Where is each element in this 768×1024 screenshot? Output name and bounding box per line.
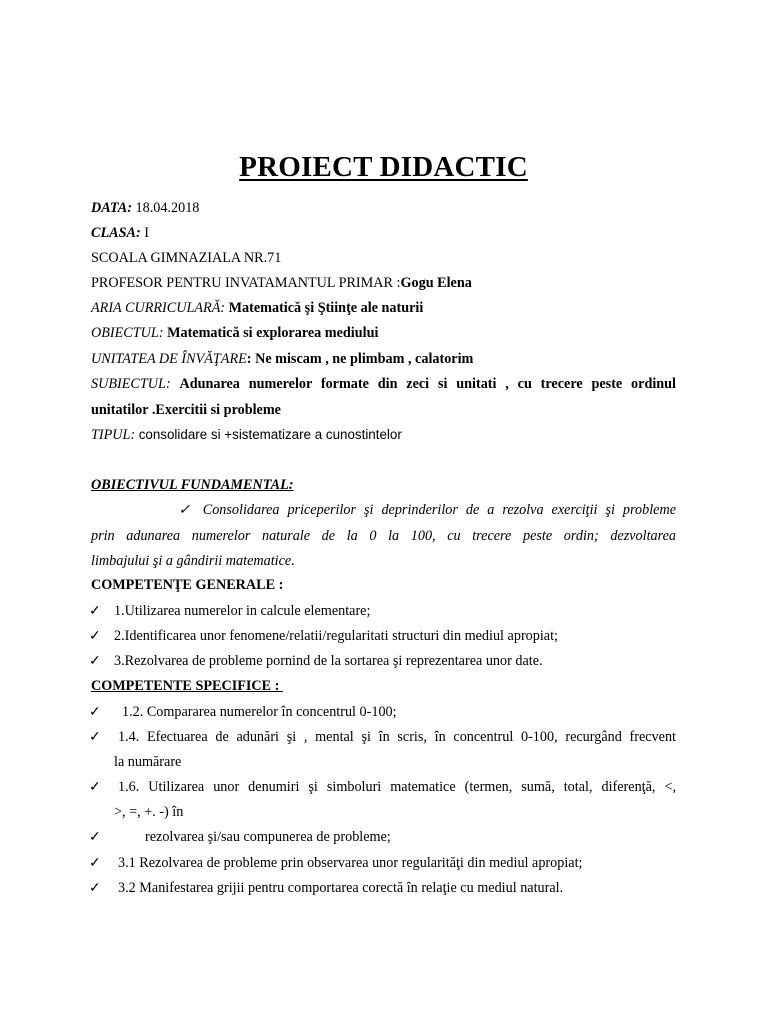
document-title: PROIECT DIDACTIC	[239, 151, 528, 183]
specifice-item	[91, 729, 676, 769]
obiectiv-line-2: prin adunarea numerelor naturale de la 0 la 100, cu trecere peste ordin; dezvoltarea	[91, 528, 676, 544]
obiectul-value: Matematică si explorarea mediului	[167, 325, 379, 341]
check-icon: ✓	[89, 881, 101, 896]
obiectul-row	[91, 325, 378, 342]
aria-row	[91, 300, 423, 317]
subiectul-text: Adunarea numerelor formate din zeci si unitati , cu trecere peste ordinul	[179, 376, 676, 392]
data-label: DATA:	[91, 200, 132, 216]
generale-item-text: 2.Identificarea unor fenomene/relatii/regularitati structuri din mediul apropiat;	[114, 628, 558, 644]
unitatea-row	[91, 351, 473, 368]
clasa-value: I	[144, 225, 149, 241]
specifice-item-text-2: >, =, +. -) în	[114, 804, 184, 820]
specifice-item	[91, 779, 676, 819]
check-icon: ✓	[89, 830, 101, 845]
check-icon: ✓	[89, 856, 101, 871]
obiectul-label: OBIECTUL:	[91, 325, 164, 341]
check-icon: ✓	[89, 780, 101, 795]
check-icon: ✓	[89, 629, 101, 644]
tipul-label: TIPUL:	[91, 427, 136, 443]
specifice-heading: COMPETENTE SPECIFICE :	[91, 678, 283, 694]
specifice-item-text: 3.2 Manifestarea grijii pentru comportarea corectă în relaţie cu mediul natural.	[118, 880, 564, 896]
check-icon: ✓	[89, 705, 101, 720]
obiectiv-line-1	[91, 502, 676, 519]
scoala-name: SCOALA GIMNAZIALA NR.71	[91, 250, 282, 266]
obiectiv-text-1: Consolidarea priceperilor şi deprinderilor de a rezolva exerciţii şi probleme	[202, 502, 676, 518]
profesor-value: Gogu Elena	[400, 275, 472, 291]
aria-value: Matematică şi Ştiinţe ale naturii	[228, 300, 424, 316]
profesor-row	[91, 275, 472, 292]
specifice-item-text: rezolvarea şi/sau compunerea de probleme;	[145, 829, 391, 845]
clasa-row	[91, 225, 149, 242]
subiectul-row	[91, 376, 676, 393]
specifice-item-text-2: la numărare	[114, 754, 182, 770]
scoala-row	[91, 250, 281, 267]
generale-item-text: 3.Rezolvarea de probleme pornind de la sortarea şi reprezentarea unor date.	[114, 653, 543, 669]
subiectul-text-2: unitatilor .Exercitii si probleme	[91, 402, 281, 418]
generale-heading: COMPETENŢE GENERALE :	[91, 577, 284, 593]
generale-item-text: 1.Utilizarea numerelor in calcule elementare;	[114, 603, 371, 619]
obiectiv-heading: OBIECTIVUL FUNDAMENTAL:	[91, 477, 294, 493]
obiectiv-line-3: limbajului şi a gândirii matematice.	[91, 553, 295, 569]
subiectul-row-2	[91, 402, 281, 419]
unitatea-value: : Ne miscam , ne plimbam , calatorim	[246, 351, 474, 367]
subiectul-label: SUBIECTUL:	[91, 376, 171, 392]
profesor-label: PROFESOR PENTRU INVATAMANTUL PRIMAR :	[91, 275, 401, 291]
specifice-item-text: 1.6. Utilizarea unor denumiri şi simboluri matematice (termen, sumă, total, diferenţă, <,	[118, 779, 676, 795]
data-row	[91, 200, 199, 217]
specifice-item-text: 3.1 Rezolvarea de probleme prin observarea unor regularităţi din mediul apropiat;	[118, 855, 583, 871]
check-icon: ✓	[89, 654, 101, 669]
clasa-label: CLASA:	[91, 225, 141, 241]
specifice-item-text: 1.4. Efectuarea de adunări şi , mental şi în scris, în concentrul 0-100, recurgând frecvent	[118, 729, 676, 745]
check-icon: ✓	[89, 730, 101, 745]
aria-label: ARIA CURRICULARĂ:	[91, 300, 226, 316]
check-icon: ✓	[174, 502, 195, 518]
data-value: 18.04.2018	[135, 200, 200, 216]
tipul-value: consolidare si +sistematizare a cunostintelor	[138, 427, 402, 442]
unitatea-label: UNITATEA DE ÎNVĂŢARE	[91, 351, 247, 367]
specifice-item-text: 1.2. Compararea numerelor în concentrul 0-100;	[122, 704, 397, 720]
check-icon: ✓	[89, 604, 101, 619]
tipul-row	[91, 427, 402, 444]
